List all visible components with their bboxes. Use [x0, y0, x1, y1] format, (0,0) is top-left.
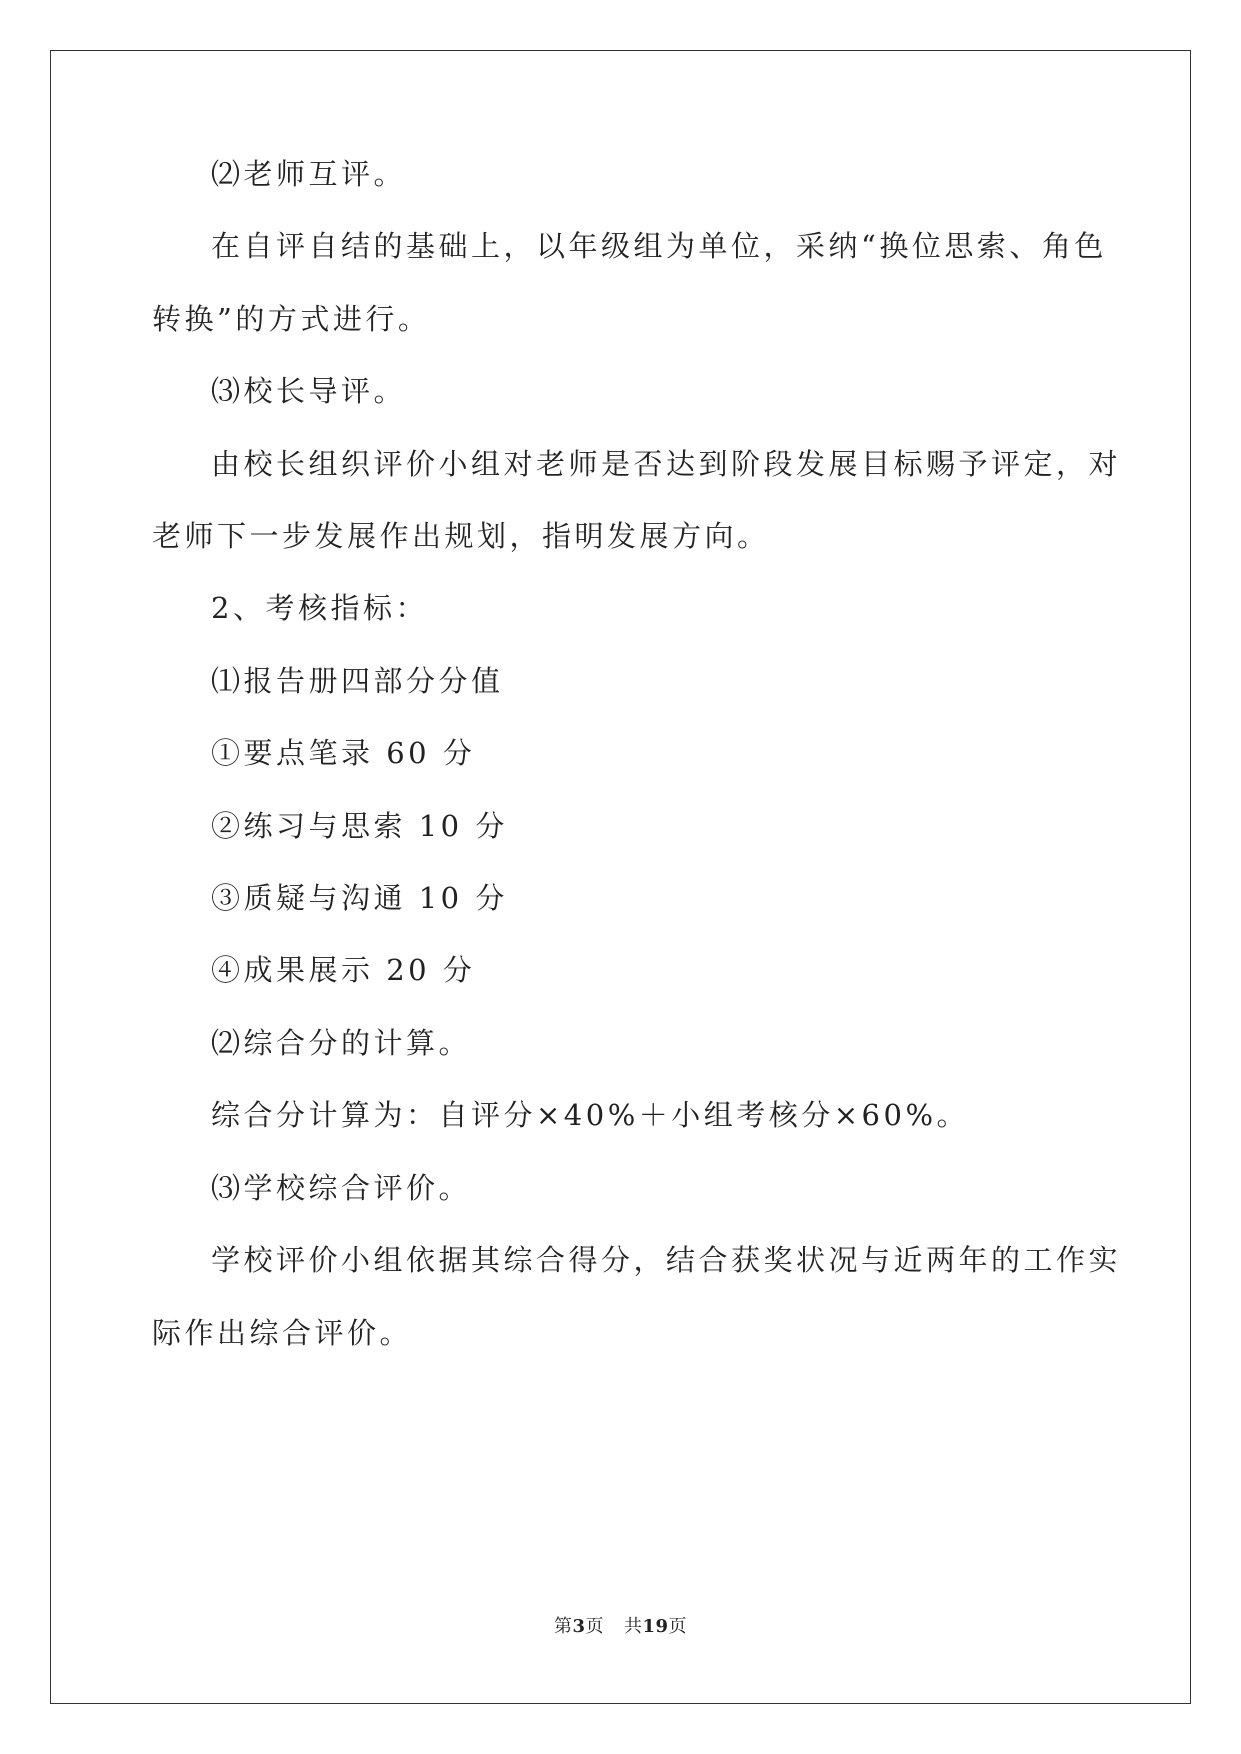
- page-suffix: 页: [585, 1616, 604, 1637]
- total-pages: 19: [642, 1616, 669, 1637]
- total-suffix: 页: [668, 1616, 688, 1637]
- text-line: ②练习与思索 10 分: [211, 809, 508, 843]
- page-number: 3: [572, 1616, 586, 1637]
- text-line: 综合分计算为：自评分×40%＋小组考核分×60%。: [211, 1098, 970, 1132]
- text-line: ①要点笔录 60 分: [211, 736, 476, 770]
- page-prefix: 第: [553, 1616, 573, 1637]
- text-line: ⑵老师互评。: [211, 157, 407, 191]
- text-line: ③质疑与沟通 10 分: [211, 881, 508, 915]
- text-line: 2、考核指标：: [211, 591, 428, 625]
- text-line: 由校长组织评价小组对老师是否达到阶段发展目标赐予评定，对: [211, 447, 1122, 481]
- page-footer: [0, 1616, 1241, 1638]
- text-line: 转换”的方式进行。: [152, 302, 431, 336]
- text-line: 学校评价小组依据其综合得分，结合获奖状况与近两年的工作实: [211, 1243, 1122, 1277]
- text-line: ⑴报告册四部分分值: [211, 664, 504, 698]
- text-line: 际作出综合评价。: [152, 1316, 413, 1350]
- text-line: ④成果展示 20 分: [211, 953, 476, 987]
- text-line: ⑶校长导评。: [211, 374, 407, 408]
- text-line: ⑶学校综合评价。: [211, 1171, 472, 1205]
- text-line: 在自评自结的基础上，以年级组为单位，采纳“换位思索、角色: [211, 229, 1107, 263]
- total-prefix: 共: [623, 1616, 643, 1637]
- text-line: ⑵综合分的计算。: [211, 1026, 472, 1060]
- text-line: 老师下一步发展作出规划，指明发展方向。: [152, 519, 770, 553]
